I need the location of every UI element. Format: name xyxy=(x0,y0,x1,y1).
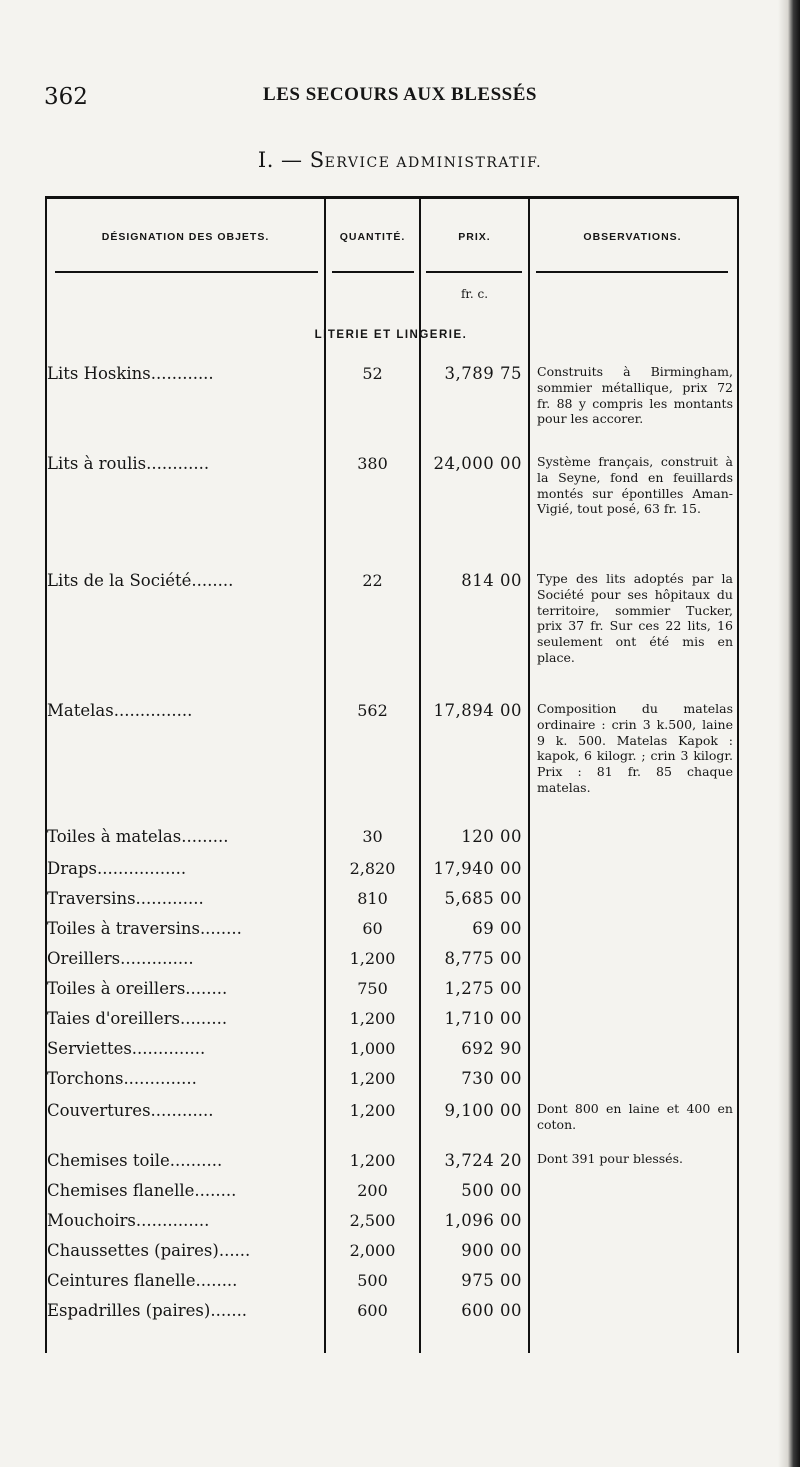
item-price: 3,789 75 xyxy=(444,364,522,383)
header-quantite: QUANTITÉ. xyxy=(339,231,406,243)
header-observations: OBSERVATIONS. xyxy=(583,231,682,243)
item-quantity: 810 xyxy=(357,889,388,908)
item-designation: Couvertures............ xyxy=(47,1101,214,1120)
item-price: 1,096 00 xyxy=(444,1211,522,1230)
item-designation: Chemises flanelle........ xyxy=(47,1181,237,1200)
item-designation: Lits à roulis............ xyxy=(47,454,210,473)
item-observations: Dont 800 en laine et 400 en coton. xyxy=(537,1101,733,1132)
header-rule xyxy=(55,271,318,273)
header-rule xyxy=(426,271,522,273)
item-quantity: 52 xyxy=(362,364,383,383)
item-designation: Draps................. xyxy=(47,859,187,878)
running-head: LES SECOURS AUX BLESSÉS xyxy=(263,84,537,105)
item-observations: Type des lits adoptés par la Société pour ses hôpitaux du territoire, sommier Tucker, prix 37 fr. Sur ces 22 lits, 16 seulement ont été mis en place. xyxy=(537,571,733,665)
item-observations: Dont 391 pour blessés. xyxy=(537,1151,683,1166)
header-rule xyxy=(332,271,414,273)
item-price: 120 00 xyxy=(461,827,522,846)
item-designation: Lits de la Société........ xyxy=(47,571,234,590)
item-designation: Oreillers.............. xyxy=(47,949,194,968)
item-designation: Mouchoirs.............. xyxy=(47,1211,210,1230)
item-quantity: 1,000 xyxy=(349,1039,396,1058)
item-designation: Taies d'oreillers......... xyxy=(47,1009,228,1028)
item-quantity: 500 xyxy=(357,1271,388,1290)
item-observations: Construits à Birmingham, sommier métallique, prix 72 fr. 88 y compris les montants pour les accorer. xyxy=(537,364,733,427)
table-row xyxy=(47,1241,735,1263)
subsection-heading: LITERIE ET LINGERIE. xyxy=(314,329,468,341)
item-quantity: 1,200 xyxy=(349,1069,396,1088)
table-row xyxy=(47,859,735,881)
price-units: fr. c. xyxy=(460,287,489,301)
item-price: 600 00 xyxy=(461,1301,522,1320)
item-quantity: 2,820 xyxy=(349,859,396,878)
item-price: 1,710 00 xyxy=(444,1009,522,1028)
item-price: 17,940 00 xyxy=(433,859,522,878)
item-price: 5,685 00 xyxy=(444,889,522,908)
item-quantity: 200 xyxy=(357,1181,388,1200)
item-designation: Chaussettes (paires)...... xyxy=(47,1241,251,1260)
section-title-initial: S xyxy=(309,148,325,172)
item-designation: Torchons.............. xyxy=(47,1069,197,1088)
table-row xyxy=(47,571,735,665)
item-designation: Traversins............. xyxy=(47,889,204,908)
item-price: 814 00 xyxy=(461,571,522,590)
item-quantity: 1,200 xyxy=(349,1101,396,1120)
section-number: I. — xyxy=(257,148,303,172)
item-quantity: 1,200 xyxy=(349,949,396,968)
table-row xyxy=(47,1069,735,1091)
item-price: 8,775 00 xyxy=(444,949,522,968)
item-quantity: 22 xyxy=(362,571,383,590)
section-title-rest: ERVICE ADMINISTRATIF. xyxy=(324,155,543,171)
table-row xyxy=(47,1301,735,1323)
table-row xyxy=(47,454,735,517)
table-row xyxy=(47,949,735,971)
item-price: 17,894 00 xyxy=(433,701,522,720)
item-designation: Toiles à matelas......... xyxy=(47,827,229,846)
table-row xyxy=(47,1009,735,1031)
item-designation: Matelas............... xyxy=(47,701,193,720)
item-designation: Toiles à oreillers........ xyxy=(47,979,228,998)
item-price: 24,000 00 xyxy=(433,454,522,473)
item-observations: Système français, construit à la Seyne, fond en feuillards montés sur épontilles Aman-Vigié, tout posé, 63 fr. 15. xyxy=(537,454,733,517)
item-quantity: 2,500 xyxy=(349,1211,396,1230)
item-quantity: 60 xyxy=(362,919,383,938)
item-price: 69 00 xyxy=(472,919,522,938)
item-price: 900 00 xyxy=(461,1241,522,1260)
item-quantity: 30 xyxy=(362,827,383,846)
item-quantity: 750 xyxy=(357,979,388,998)
header-designation: DÉSIGNATION DES OBJETS. xyxy=(101,231,270,243)
item-quantity: 1,200 xyxy=(349,1151,396,1170)
table-row xyxy=(47,1151,735,1173)
item-designation: Espadrilles (paires)....... xyxy=(47,1301,248,1320)
header-rule xyxy=(536,271,728,273)
table-row xyxy=(47,979,735,1001)
item-quantity: 1,200 xyxy=(349,1009,396,1028)
page-number: 362 xyxy=(44,84,88,110)
table-row xyxy=(47,1101,735,1132)
item-price: 1,275 00 xyxy=(444,979,522,998)
item-quantity: 562 xyxy=(357,701,388,720)
table-row xyxy=(47,919,735,941)
table-row xyxy=(47,1181,735,1203)
item-designation: Toiles à traversins........ xyxy=(47,919,242,938)
supplies-table xyxy=(45,196,739,1353)
table-row xyxy=(47,364,735,427)
item-designation: Lits Hoskins............ xyxy=(47,364,214,383)
header-prix: PRIX. xyxy=(458,231,491,243)
item-price: 975 00 xyxy=(461,1271,522,1290)
table-row xyxy=(47,1211,735,1233)
item-quantity: 380 xyxy=(357,454,388,473)
item-price: 3,724 20 xyxy=(444,1151,522,1170)
item-price: 500 00 xyxy=(461,1181,522,1200)
item-price: 9,100 00 xyxy=(444,1101,522,1120)
table-row xyxy=(47,1271,735,1293)
item-price: 730 00 xyxy=(461,1069,522,1088)
table-row xyxy=(47,889,735,911)
item-observations: Composition du matelas ordinaire : crin 3 k.500, laine 9 k. 500. Matelas Kapok : kapok, 6 kilogr. ; crin 3 kilogr. Prix : 81 fr. 85 chaque matelas. xyxy=(537,701,733,795)
item-price: 692 90 xyxy=(461,1039,522,1058)
item-designation: Serviettes.............. xyxy=(47,1039,206,1058)
table-row xyxy=(47,827,735,849)
table-row xyxy=(47,1039,735,1061)
item-quantity: 2,000 xyxy=(349,1241,396,1260)
section-title xyxy=(0,148,800,172)
table-row xyxy=(47,701,735,795)
page-edge-shadow xyxy=(778,0,800,1467)
item-designation: Chemises toile.......... xyxy=(47,1151,223,1170)
item-quantity: 600 xyxy=(357,1301,388,1320)
item-designation: Ceintures flanelle........ xyxy=(47,1271,238,1290)
